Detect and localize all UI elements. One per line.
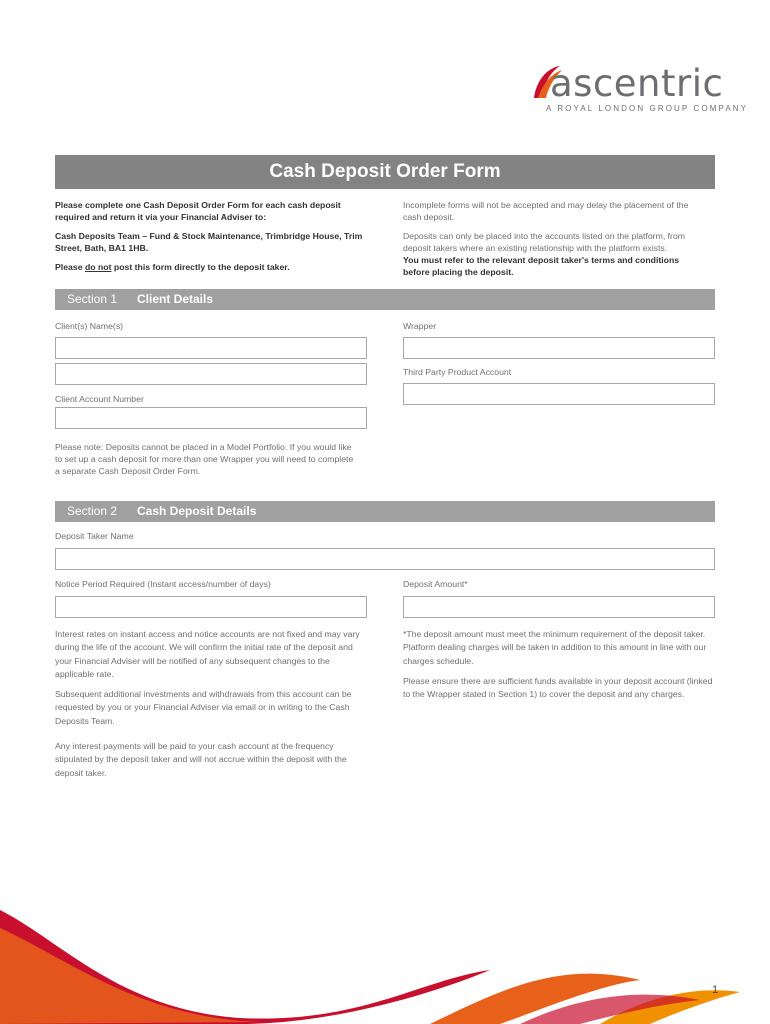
- client-account-label: Client Account Number: [55, 394, 144, 404]
- notice-period-field[interactable]: [55, 596, 367, 618]
- page-number: 1: [712, 984, 719, 996]
- deposit-amount-label: Deposit Amount*: [403, 579, 468, 589]
- form-title: Cash Deposit Order Form: [55, 155, 715, 189]
- intro-warning-suffix: post this form directly to the deposit taker.: [111, 262, 290, 272]
- section1-title: Client Details: [137, 292, 214, 306]
- deposit-minimum-note: *The deposit amount must meet the minimum requirement of the deposit taker. Platform dealing charges will be taken in addition to this amount in line with our charges schedule.: [403, 629, 707, 666]
- wrapper-field[interactable]: [403, 337, 715, 359]
- client-names-label: Client(s) Name(s): [55, 321, 124, 331]
- logo-tagline: A ROYAL LONDON GROUP COMPANY: [546, 104, 749, 113]
- wrapper-label: Wrapper: [403, 321, 437, 331]
- intro-warning-underline: do not: [84, 262, 112, 272]
- notice-period-label: Notice Period Required (Instant access/number of days): [55, 579, 271, 589]
- deposit-taker-label: Deposit Taker Name: [55, 531, 134, 541]
- intro-accounts-note: Deposits can only be placed into the accounts listed on the platform, from deposit takers where an existing relationship with the platform exists.: [403, 231, 686, 253]
- intro-instruction: Please complete one Cash Deposit Order Form for each cash deposit required and return it via your Financial Adviser to:: [55, 200, 341, 222]
- model-portfolio-note: Please note: Deposits cannot be placed in a Model Portfolio. If you would like to set up a cash deposit for more than one Wrapper you will need to complete a separate Cash Deposit Order Form.: [55, 442, 354, 476]
- intro-warning: [55, 261, 375, 273]
- third-party-field[interactable]: [403, 383, 715, 405]
- section2-number: Section 2: [67, 504, 118, 518]
- intro-terms-note: You must refer to the relevant deposit taker's terms and conditions before placing the deposit.: [403, 255, 680, 277]
- brand-swoosh-graphic: [0, 900, 770, 1024]
- intro-incomplete-note: Incomplete forms will not be accepted and may delay the placement of the cash deposit.: [403, 200, 689, 222]
- section1-header: [55, 289, 715, 310]
- interest-rates-note: Interest rates on instant access and notice accounts are not fixed and may vary during the life of the account. We will confirm the initial rate of the deposit and your Financial Adviser will be notified of any subsequent changes to the applicable rate.: [55, 629, 360, 680]
- client-name-field-1[interactable]: [55, 337, 367, 359]
- section2-title: Cash Deposit Details: [137, 504, 257, 518]
- section1-number: Section 1: [67, 292, 118, 306]
- client-account-field[interactable]: [55, 407, 367, 429]
- intro-address: Cash Deposits Team – Fund & Stock Maintenance, Trimbridge House, Trim Street, Bath, BA1 1HB.: [55, 231, 363, 253]
- client-name-field-2[interactable]: [55, 363, 367, 385]
- sufficient-funds-note: Please ensure there are sufficient funds available in your deposit account (linked to the Wrapper stated in Section 1) to cover the deposit and any charges.: [403, 676, 713, 700]
- deposit-taker-field[interactable]: [55, 548, 715, 570]
- additional-investments-note: Subsequent additional investments and withdrawals from this account can be requested by you or your Financial Adviser via email or in writing to the Cash Deposits Team.: [55, 689, 352, 726]
- interest-payments-note: Any interest payments will be paid to your cash account at the frequency stipulated by the deposit taker and will not accrue within the deposit with the deposit taker.: [55, 741, 347, 778]
- deposit-amount-field[interactable]: [403, 596, 715, 618]
- third-party-label: Third Party Product Account: [403, 367, 512, 377]
- section2-header: [55, 501, 715, 522]
- ascentric-logo: [524, 62, 749, 116]
- logo-wordmark: ascentric: [550, 62, 724, 105]
- intro-warning-prefix: Please: [55, 262, 85, 272]
